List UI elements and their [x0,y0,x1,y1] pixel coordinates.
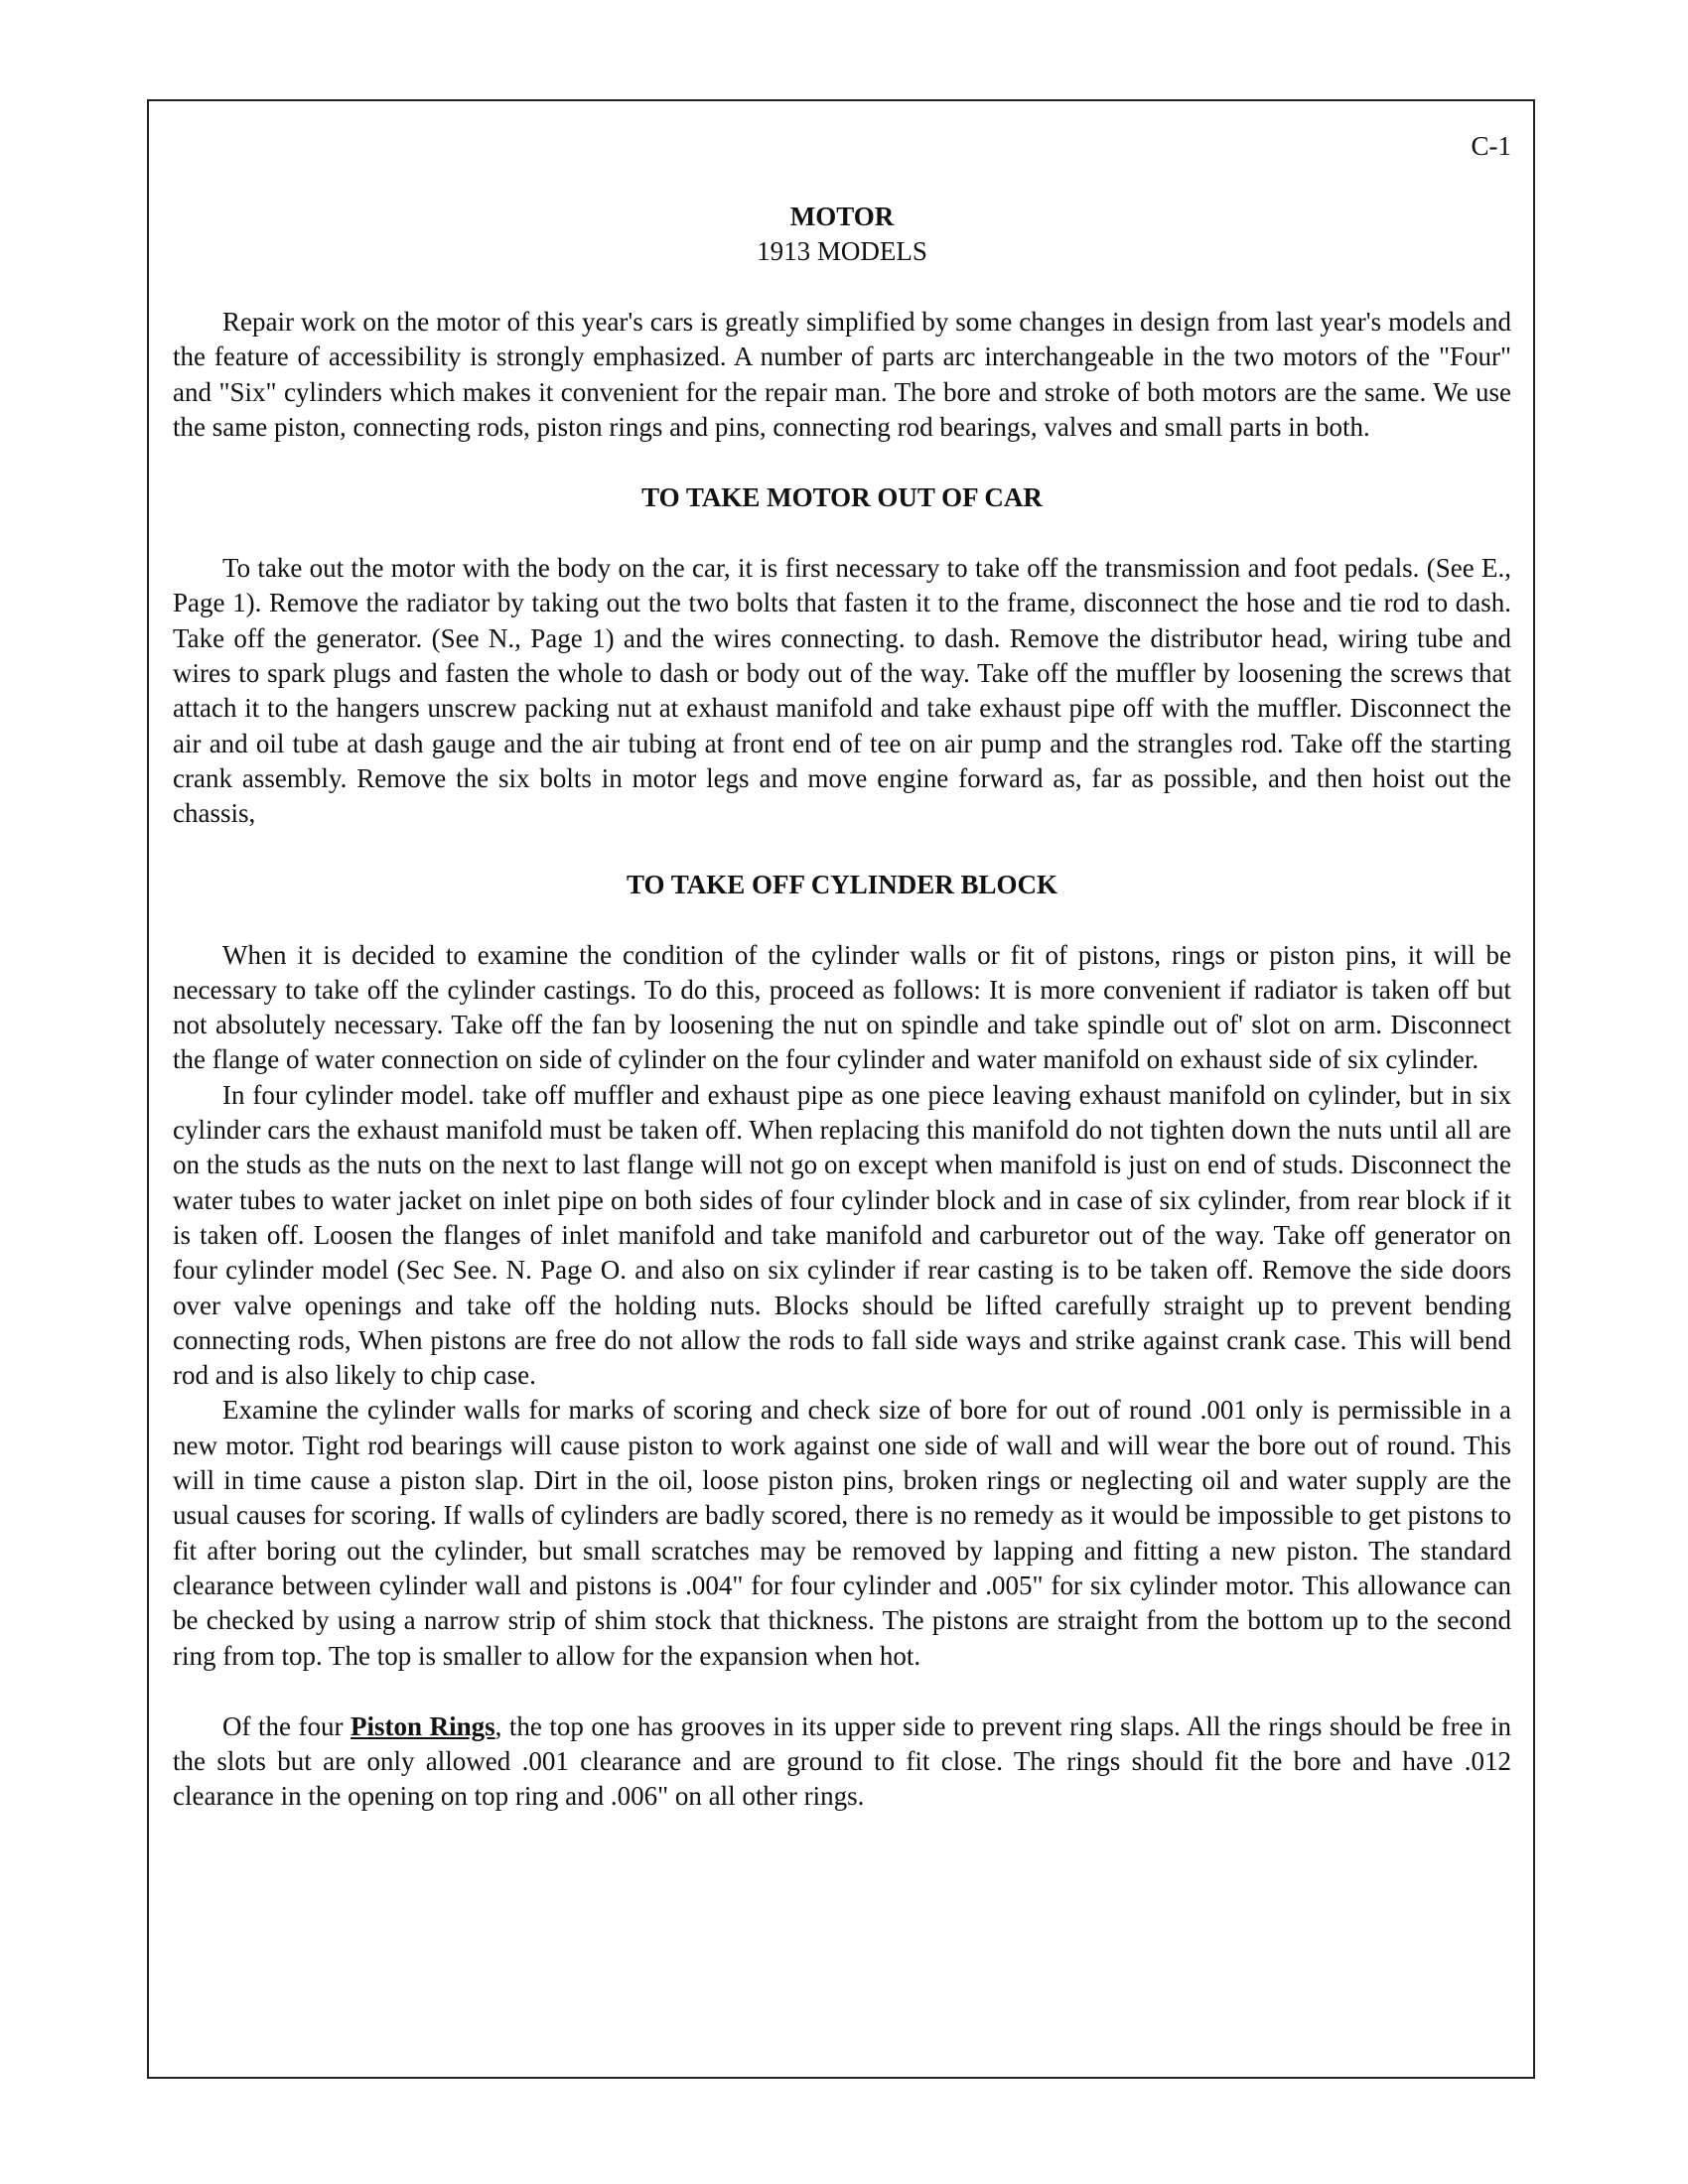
cylinder-block-paragraph-3: Examine the cylinder walls for marks of scoring and check size of bore for out of round .001 only is permissible in a new motor. Tight rod bearings will cause piston to work against one side of wall and will wear the bore out of round. This will in time cause a piston slap. Dirt in the oil, loose piston pins, broken rings or neglecting oil and water supply are the usual causes for scoring. If walls of cylinders are badly scored, there is no remedy as it would be impossible to get pistons to fit after boring out the cylinder, but small scratches may be removed by lapping and fitting a new piston. The standard clearance between cylinder wall and pistons is .004" for four cylinder and .005" for six cylinder motor. This allowance can be checked by using a narrow strip of shim stock that thickness. The pistons are straight from the bottom up to the second ring from top. The top is smaller to allow for the expansion when hot. [173,1395,1511,1671]
page-subtitle: 1913 MODELS [757,236,927,266]
piston-rings-term: Piston Rings [351,1710,495,1741]
page-number: C-1 [1471,131,1511,161]
cylinder-block-paragraph-2: In four cylinder model. take off muffler and exhaust pipe as one piece leaving exhaust manifold on cylinder, but in six cylinder cars the exhaust manifold must be taken off. When replacing this manifold do not tighten down the nuts until all are on the studs as the nuts on the next to last flange will not go on except when manifold is just on end of studs. Disconnect the water tubes to water jacket on inlet pipe on both sides of four cylinder block and in case of six cylinder, from rear block if it is taken off. Loosen the flanges of inlet manifold and take manifold and carburetor out of the way. Take off generator on four cylinder model (Sec See. N. Page O. and also on six cylinder if rear casting is to be taken off. Remove the side doors over valve openings and take off the holding nuts. Blocks should be lifted carefully straight up to prevent bending connecting rods, When pistons are free do not allow the rods to fall side ways and strike against crank case. This will bend rod and is also likely to chip case. [173,1079,1511,1391]
section-heading-cylinder-block: TO TAKE OFF CYLINDER BLOCK [626,869,1058,899]
motor-out-paragraph: To take out the motor with the body on the car, it is first necessary to take off the transmission and foot pedals. (See E., Page 1). Remove the radiator by taking out the two bolts that fasten it to the frame, disconnect the hose and tie rod to dash. Take off the generator. (See N., Page 1) and the wires connecting. to dash. Remove the distributor head, wiring tube and wires to spark plugs and fasten the whole to dash or body out of the way. Take off the muffler by loosening the screws that attach it to the hangers unscrew packing nut at exhaust manifold and take exhaust pipe off with the muffler. Disconnect the air and oil tube at dash gauge and the air tubing at front end of tee on air pump and the strangles rod. Take off the starting crank assembly. Remove the six bolts in motor legs and move engine forward as, far as possible, and then hoist out the chassis, [173,553,1511,829]
cylinder-block-paragraph-1: When it is decided to examine the condition of the cylinder walls or fit of pistons, rings or piston pins, it will be necessary to take off the cylinder castings. To do this, proceed as follows: It is more convenient if radiator is taken off but not absolutely necessary. Take off the fan by loosening the nut on spindle and take spindle out of' slot on arm. Disconnect the flange of water connection on side of cylinder on the four cylinder and water manifold on exhaust side of six cylinder. [173,939,1511,1075]
intro-paragraph: Repair work on the motor of this year's cars is greatly simplified by some changes in design from last year's models and the feature of accessibility is strongly emphasized. A number of parts arc interchangeable in the two motors of the "Four" and "Six" cylinders which makes it convenient for the repair man. The bore and stroke of both motors are the same. We use the same piston, connecting rods, piston rings and pins, connecting rod bearings, valves and small parts in both. [173,307,1511,442]
piston-rings-text: , the top one has grooves in its upper side to prevent ring slaps. All the rings should be free in the slots but are only allowed .001 clearance and are ground to fit close. The rings should fit the bore and have .012 clearance in the opening on top ring and .006" on all other rings. [173,1710,1511,1812]
piston-rings-paragraph [173,1709,1511,1815]
page-title: MOTOR [789,202,895,231]
piston-rings-lead: Of the four [222,1710,344,1741]
document-body [173,129,1511,1815]
section-heading-motor-out: TO TAKE MOTOR OUT OF CAR [641,482,1043,513]
